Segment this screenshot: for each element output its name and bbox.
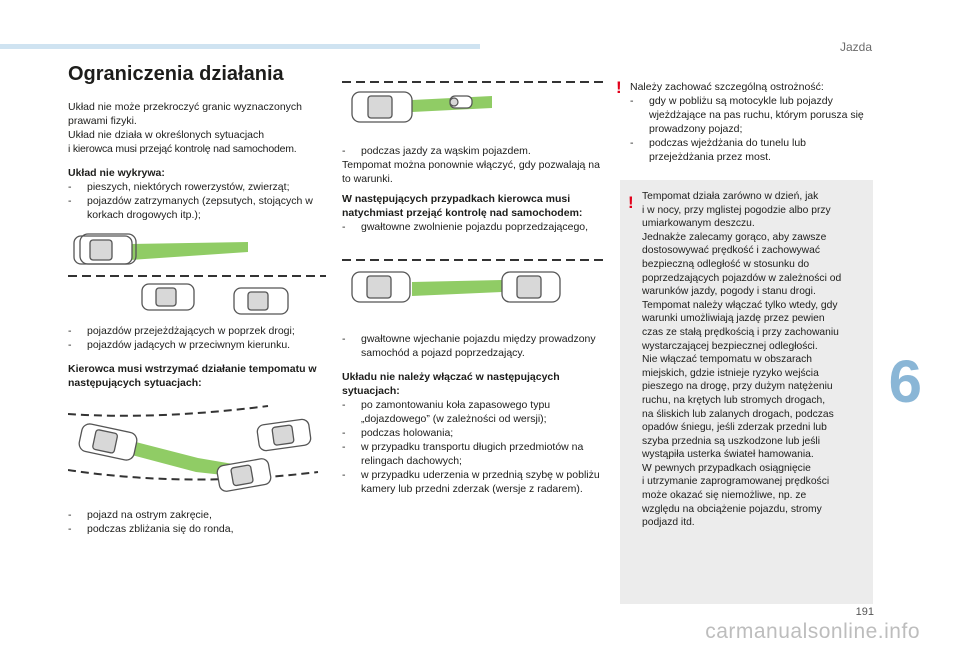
text-line: na śliskich lub zalanych drogach, podczas: [642, 408, 834, 420]
narrow-list: [342, 144, 604, 158]
not-detect-list: [68, 180, 326, 222]
text-line: miejskich, gdzie istnieje ryzyko wejścia: [642, 367, 819, 379]
text-line: wystąpiła usterka świateł hamowania.: [642, 449, 814, 461]
column-1: [68, 62, 326, 536]
takeover-heading: W następujących przypadkach kierowca musi natychmiast przejąć kontrolę nad samochodem:: [342, 193, 583, 219]
watermark: carmanualsonline.info: [705, 620, 920, 643]
text-line: umiarkowanym deszczu.: [642, 218, 755, 230]
illustration-stopped-car: [68, 228, 326, 316]
list-item: - podczas zbliżania się do ronda,: [68, 522, 326, 536]
intro-line: Układ nie może przekroczyć granic wyznaczonych: [68, 101, 303, 113]
cutin-list: [342, 332, 604, 360]
page-number: 191: [855, 606, 874, 618]
lane-line: [68, 406, 268, 416]
warning-icon: !: [628, 193, 634, 212]
list-item: - podczas holowania;: [342, 426, 604, 440]
illustration-braking: [342, 252, 604, 318]
text-line: względu na obciążenie pojazdu, stromy: [642, 503, 822, 515]
list-item: - pojazdów zatrzymanych (zepsutych, stojących w korkach drogowych itp.);: [68, 194, 326, 222]
text-line: i w nocy, przy mglistej pogodzie albo przy: [642, 204, 831, 216]
text-line: ruchu, na krętych lub stromych drogach,: [642, 394, 826, 406]
info-box: [620, 180, 873, 604]
car-icon: [142, 284, 288, 314]
text-line: opadów śniegu, jeśli zderzak przedni lub: [642, 422, 827, 434]
suspend-list: [68, 508, 326, 536]
text-line: Tempomat działa zarówno w dzień, jak: [642, 191, 819, 202]
list-item: - podczas wjeżdżania do tunelu lub przejeżdżania przez most.: [630, 136, 872, 164]
text-line: Nie włączać tempomatu w obszarach: [642, 354, 812, 366]
list-item: - pojazdów przejeżdżających w poprzek drogi;: [68, 324, 326, 338]
illustration-narrow-vehicle: [342, 72, 604, 134]
text-line: pieszego na drogę, przy dużym natężeniu: [642, 381, 833, 393]
info-box-text: [642, 190, 868, 530]
page-title: Ograniczenia działania: [68, 63, 284, 85]
list-item: - podczas jazdy za wąskim pojazdem.: [342, 144, 604, 158]
text-line: poprzedzających pojazdów w zależności od: [642, 272, 842, 284]
car-icon: [74, 234, 136, 264]
text-line: warunków jazdy, pogody i stanu drogi.: [642, 286, 816, 298]
radar-beam: [130, 242, 248, 260]
section-name: Jazda: [839, 40, 872, 54]
motorcycle-icon: [450, 96, 472, 108]
car-icon: [78, 419, 312, 493]
lane-line: [68, 470, 318, 480]
text-line: może okazać się niemożliwe, np. ze: [642, 490, 807, 502]
text-line: Jednakże zalecamy gorąco, aby zawsze: [642, 231, 827, 243]
text-line: dostosowywać prędkość i zachowywać: [642, 245, 820, 257]
list-item: - w przypadku transportu długich przedmiotów na relingach dachowych;: [342, 440, 604, 468]
dont-list: [342, 398, 604, 496]
chapter-number: 6: [888, 348, 922, 415]
warning-heading: Należy zachować szczególną ostrożność:: [630, 81, 824, 93]
list-item: - pojazd na ostrym zakręcie,: [68, 508, 326, 522]
list-item: - gdy w pobliżu są motocykle lub pojazdy wjeżdżające na pas ruchu, którym porusza się prowadzony pojazd;: [630, 94, 872, 136]
header-bar: [0, 44, 480, 49]
text-line: szyba przednia są uszkodzone lub jeśli: [642, 435, 821, 447]
car-icon: [352, 92, 412, 122]
cross-list: [68, 324, 326, 352]
list-item: - w przypadku uderzenia w przednią szybę w pobliżu kamery lub przedni zderzak (wersje z radarem).: [342, 468, 604, 496]
warning-list: [630, 94, 872, 164]
suspend-heading: Kierowca musi wstrzymać działanie tempomatu w następujących sytuacjach:: [68, 363, 317, 389]
intro-line: Układ nie działa w określonych sytuacjach: [68, 129, 265, 141]
intro-line: prawami fizyki.: [68, 115, 137, 127]
text-line: bezpieczną odległość w stosunku do: [642, 258, 810, 270]
column-2: [342, 72, 604, 496]
list-item: - gwałtowne zwolnienie pojazdu poprzedzającego,: [342, 220, 604, 234]
intro-line: i kierowca musi przejąć kontrolę nad samochodem.: [68, 143, 297, 155]
takeover-list: [342, 220, 604, 234]
list-item: - po zamontowaniu koła zapasowego typu „dojazdowego” (w zależności od wersji);: [342, 398, 604, 426]
text-line: i utrzymanie zaprogramowanej prędkości: [642, 476, 830, 488]
text-line: W pewnych przypadkach osiągnięcie: [642, 462, 811, 474]
text-line: warunki umożliwiają jazdę przez pewien: [642, 313, 825, 325]
list-item: - pieszych, niektórych rowerzystów, zwierząt;: [68, 180, 326, 194]
column-3: [616, 78, 872, 164]
list-item: - pojazdów jadących w przeciwnym kierunku.: [68, 338, 326, 352]
not-detect-heading: Układ nie wykrywa:: [68, 167, 165, 179]
text-line: wystarczającej bezpiecznej odległości.: [642, 340, 818, 352]
text-line: podjazd itd.: [642, 517, 695, 529]
text-line: czas ze stałą prędkością i przy zachowaniu: [642, 326, 839, 338]
list-item: - gwałtowne wjechanie pojazdu między prowadzony samochód a pojazd poprzedzający.: [342, 332, 604, 360]
illustration-curve: [68, 400, 326, 500]
warning-box-1: [616, 78, 872, 164]
narrow-text: Tempomat można ponownie włączyć, gdy pozwalają na to warunki.: [342, 159, 600, 185]
dont-heading: Układu nie należy włączać w następujących sytuacjach:: [342, 371, 560, 397]
radar-beam: [412, 280, 502, 296]
text-line: Tempomat należy włączać tylko wtedy, gdy: [642, 299, 838, 311]
warning-icon: !: [616, 78, 622, 97]
